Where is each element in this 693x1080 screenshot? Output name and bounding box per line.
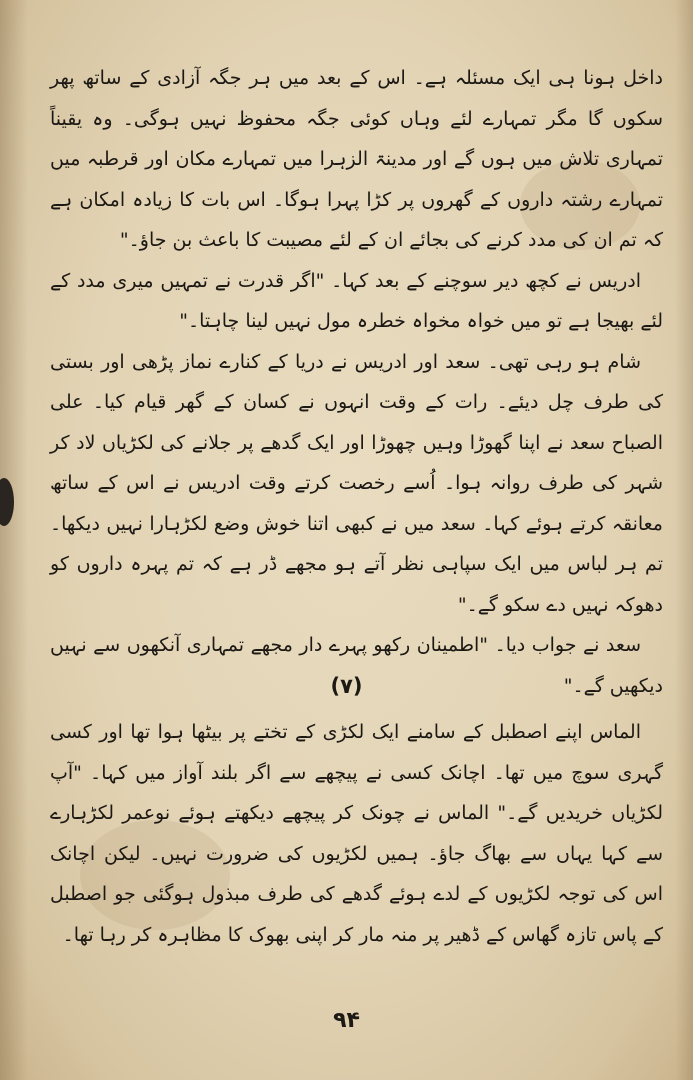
- chapter-number: (۷): [330, 674, 363, 698]
- page-edge-shadow-left: [0, 0, 28, 1080]
- paragraph: داخل ہونا ہی ایک مسئلہ ہے۔ اس کے بعد میں ہر جگہ آزادی کے ساتھ پھر سکوں گا مگر تمہارے لئے وہاں کوئی جگہ محفوظ نہیں ہوگی۔ وہ یقیناً تمہاری تلاش میں ہوں گے اور مدینۃ الزہرا میں تمہارے مکان اور قرطبہ میں تمہارے رشتہ داروں کے گھروں پر کڑا پہرا ہوگا۔ اس بات کا زیادہ امکان ہے کہ تم ان کی مدد کرنے کی بجائے ان کے لئے مصیبت کا باعث بن جاؤ۔": [50, 67, 663, 251]
- paragraph: الماس اپنے اصطبل کے سامنے ایک لکڑی کے تختے پر بیٹھا ہوا تھا اور کسی گہری سوچ میں تھا۔ اچانک کسی نے پیچھے سے اگر بلند آواز میں کہا۔ "آپ لکڑیاں خریدیں گے۔" الماس نے چونک کر پیچھے دیکھتے ہوئے نوعمر لکڑہارے سے کہا یہاں سے بھاگ جاؤ۔ ہمیں لکڑیوں کی ضرورت نہیں۔ لیکن اچانک اس کی توجہ لکڑیوں کے لدے ہوئے گدھے کی طرف مبذول ہوگئی جو اصطبل کے پاس تازہ گھاس کے ڈھیر پر منہ مار کر اپنی بھوک کا مظاہرہ کر رہا تھا۔: [50, 721, 663, 946]
- paragraph: شام ہو رہی تھی۔ سعد اور ادریس نے دریا کے کنارے نماز پڑھی اور بستی کی طرف چل دیئے۔ رات کے وقت انہوں نے کسان کے گھر قیام کیا۔ علی الصباح سعد نے اپنا گھوڑا وہیں چھوڑا اور ایک گدھے پر جلانے کی لکڑیاں لاد کر شہر کی طرف روانہ ہوا۔ اُسے رخصت کرتے وقت ادریس نے اس کے ساتھ معانقہ کرتے ہوئے کہا۔ سعد میں نے کبھی اتنا خوش وضع لکڑہارا نہیں دیکھا۔ تم ہر لباس میں ایک سپاہی نظر آتے ہو مجھے ڈر ہے کہ تم پہرہ داروں کو دھوکہ نہیں دے سکو گے۔": [50, 350, 663, 616]
- paragraph: سعد نے جواب دیا۔ "اطمینان رکھو پہرے دار مجھے تمہاری آنکھوں سے نہیں دیکھیں گے۔": [50, 634, 663, 697]
- text-block-top: [50, 58, 663, 706]
- page-number: ۹۴: [333, 1008, 360, 1033]
- text-block-bottom: [50, 712, 663, 955]
- page-edge-shadow-right: [675, 0, 693, 1080]
- paragraph: ادریس نے کچھ دیر سوچنے کے بعد کہا۔ "اگر قدرت نے تمہیں میری مدد کے لئے بھیجا ہے تو میں خواہ مخواہ خطرہ مول نہیں لینا چاہتا۔": [50, 269, 663, 332]
